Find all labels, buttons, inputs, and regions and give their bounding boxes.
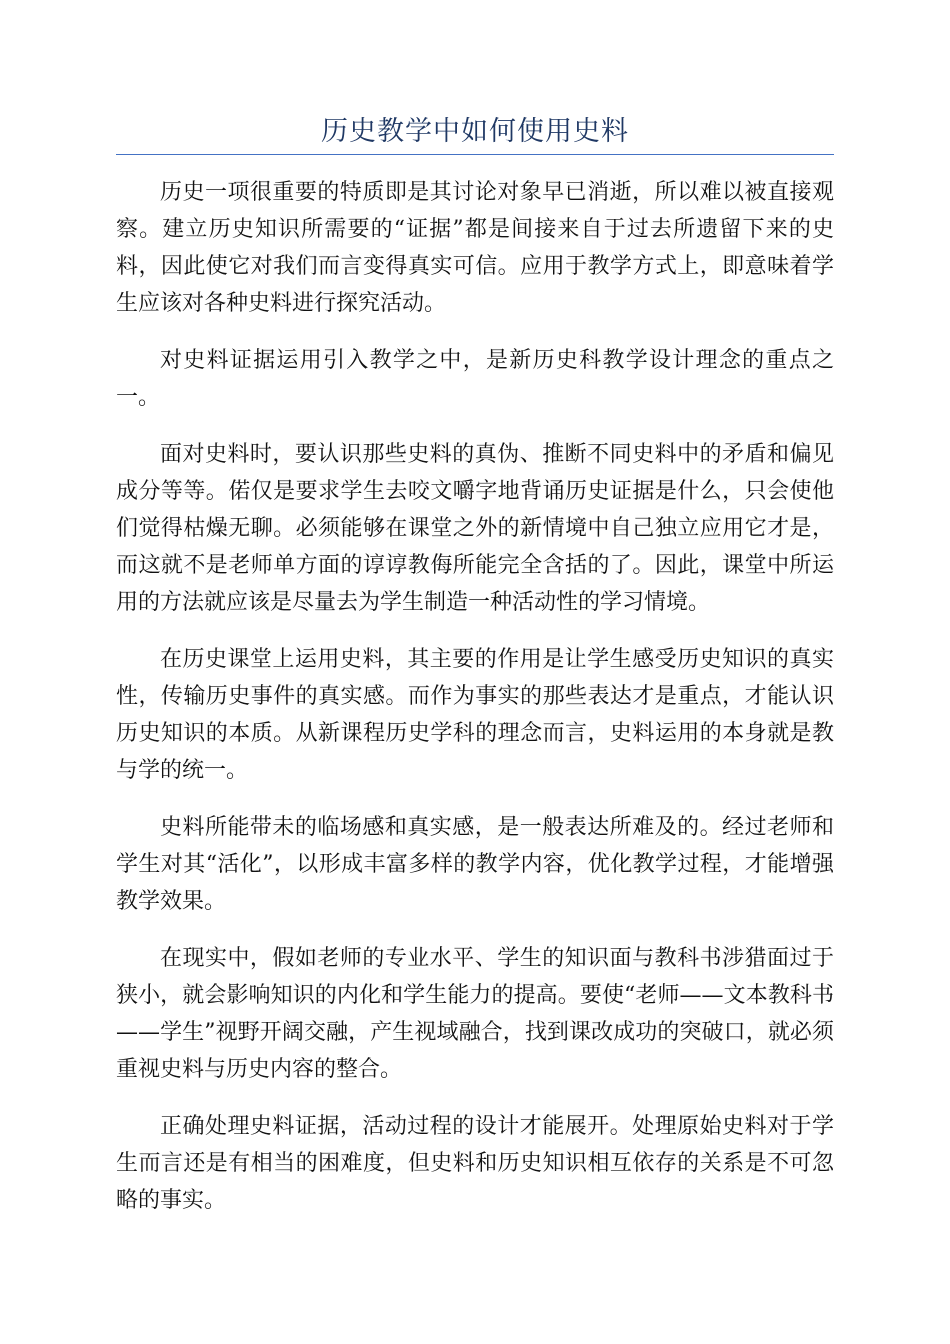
paragraph-4: 在历史课堂上运用史料，其主要的作用是让学生感受历史知识的真实性，传输历史事件的真实感。而作为事实的那些表达才是重点，才能认识历史知识的本质。从新课程历史学科的理念而言，史料运用的本身就是教与学的统一。 <box>116 647 834 783</box>
paragraph-1: 历史一项很重要的特质即是其讨论对象早已消逝，所以难以被直接观察。建立历史知识所需要的“证据”都是间接来自于过去所遗留下来的史料，因此使它对我们而言变得真实可信。应用于教学方式上，即意味着学生应该对各种史料进行探究活动。 <box>116 180 834 316</box>
paragraph-7: 正确处理史料证据，活动过程的设计才能展开。处理原始史料对于学生而言还是有相当的困难度，但史料和历史知识相互依存的关系是不可忽略的事实。 <box>116 1114 834 1213</box>
page-title: 历史教学中如何使用史料 <box>321 116 629 147</box>
paragraph-3: 面对史料时，要认识那些史料的真伪、推断不同史料中的矛盾和偏见成分等等。偌仅是要求学生去咬文嚼字地背诵历史证据是什么，只会使他们觉得枯燥无聊。必须能够在课堂之外的新情境中自己独立应用它才是，而这就不是老师单方面的谆谆教侮所能完全含括的了。因此，课堂中所运用的方法就应该是尽量去为学生制造一种活动性的学习情境。 <box>116 442 834 615</box>
paragraph-5: 史料所能带未的临场感和真实感，是一般表达所难及的。经过老师和学生对其“活化”，以形成丰富多样的教学内容，优化教学过程，才能增强教学效果。 <box>116 815 834 914</box>
document-body <box>116 174 834 1239</box>
title-underline-divider <box>116 154 834 155</box>
paragraph-6: 在现实中，假如老师的专业水平、学生的知识面与教科书涉猎面过于狭小，就会影响知识的内化和学生能力的提高。要使“老师——文本教科书——学生”视野开阔交融，产生视域融合，找到课改成功的突破口，就必须重视史料与历史内容的整合。 <box>116 946 834 1082</box>
paragraph-2: 对史料证据运用引入教学之中，是新历史科教学设计理念的重点之一。 <box>116 348 834 410</box>
